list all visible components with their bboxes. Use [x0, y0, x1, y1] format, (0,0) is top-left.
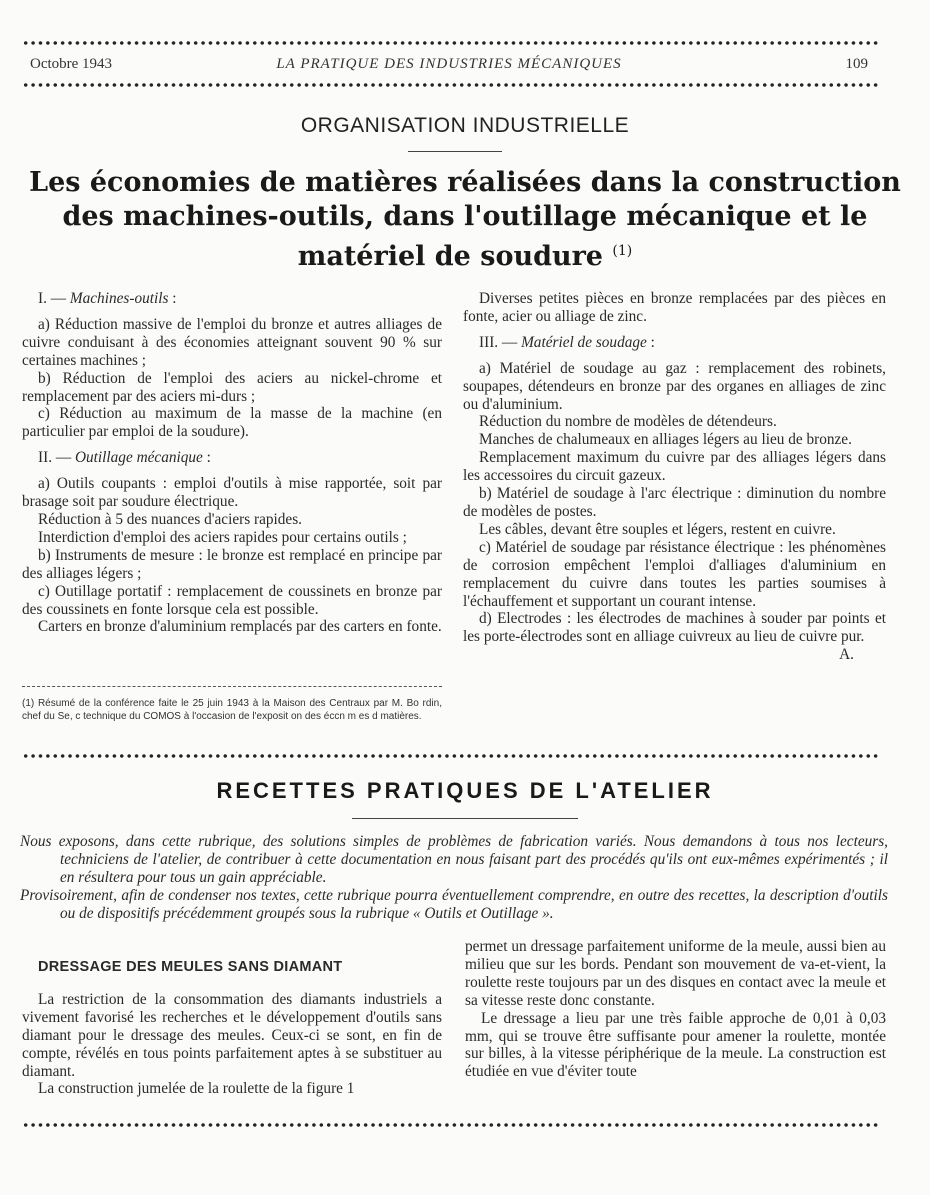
paragraph: b) Réduction de l'emploi des aciers au nickel-chrome et remplacement par des aciers mi-durs ;	[22, 369, 442, 405]
bottom-dotted-rule	[22, 1122, 880, 1128]
intro-paragraph: Nous exposons, dans cette rubrique, des solutions simples de problèmes de fabrication variés. Nous demandons à tous nos lecteurs, techniciens de l'atelier, de contribuer à cette documentation en nous faisant part des procédés qu'ils ont eux-mêmes expérimentés ; il en résultera pour tous un gain appréciable.	[20, 833, 888, 886]
paragraph: b) Instruments de mesure : le bronze est remplacé en principe par des alliages légers ;	[22, 546, 442, 582]
signature: A.	[839, 646, 854, 664]
recettes-title-underline	[352, 818, 578, 819]
paragraph: Remplacement maximum du cuivre par des alliages légers dans les accessoires du circuit gazeux.	[463, 449, 886, 485]
paragraph: permet un dressage parfaitement uniforme de la meule, aussi bien au milieu que sur les bords. Pendant son mouvement de va-et-vient, la roulette reste toujours par un des disques en contact avec la meule et sa vitesse reste donc constante.	[465, 938, 886, 1009]
section-title: ORGANISATION INDUSTRIELLE	[300, 114, 630, 137]
article-title-note-ref: (1)	[612, 243, 633, 259]
footnote-text: (1) Résumé de la conférence faite le 25 juin 1943 à la Maison des Centraux par M. Bo rdin, chef du Se, c technique du COMOS à l'occasion de l'exposit on des éccn m es d matières.	[22, 698, 442, 722]
section-label: Machines-outils	[69, 290, 169, 307]
paragraph: c) Matériel de soudage par résistance électrique : les phénomènes de corrosion empêchent l'emploi d'alliages d'aluminium en remplacement du cuivre dans toutes les parties soumises à l'échauffement et supportant un courant intense.	[463, 538, 886, 610]
paragraph: Le dressage a lieu par une très faible approche de 0,01 à 0,03 mm, qui se trouve être suffisante pour amener la roulette, montée sur billes, à la vitesse périphérique de la meule. La construction est étudiée en vue d'éviter toute	[465, 1009, 886, 1081]
section-label: Matériel de soudage	[521, 333, 647, 351]
recettes-intro	[20, 833, 888, 923]
paragraph: c) Outillage portatif : remplacement de coussinets en bronze par des coussinets en fonte lorsque cela est possible.	[22, 582, 442, 618]
title-underline	[408, 151, 502, 152]
section-number: III. —	[479, 333, 518, 351]
running-header	[30, 56, 868, 78]
paragraph: Réduction à 5 des nuances d'aciers rapides.	[38, 510, 302, 528]
paragraph: Les câbles, devant être souples et légers, restent en cuivre.	[479, 520, 836, 538]
section-colon: :	[202, 449, 211, 467]
section-colon: :	[646, 333, 655, 351]
footnote	[22, 697, 442, 723]
recettes-right-column	[465, 938, 886, 1081]
section-heading-2	[22, 449, 442, 467]
paragraph: Manches de chalumeaux en alliages légers au lieu de bronze.	[479, 431, 852, 449]
issue-date: Octobre 1943	[30, 56, 113, 72]
section-heading-1	[22, 290, 442, 308]
paragraph: Interdiction d'emploi des aciers rapides pour certains outils ;	[38, 528, 407, 546]
paragraph: Réduction du nombre de modèles de détendeurs.	[479, 413, 777, 431]
paragraph: Carters en bronze d'aluminium remplacés par des carters en fonte.	[38, 618, 442, 636]
paragraph-text: d) Electrodes : les électrodes de machines à souder par points et les porte-électrodes sont en alliage cuivreux au lieu de cuivre pur.	[463, 610, 886, 646]
section-separator-dotted-rule	[22, 753, 880, 759]
top-dotted-rule	[22, 40, 880, 46]
page-number: 109	[845, 56, 868, 72]
paragraph: La construction jumelée de la roulette de la figure 1	[38, 1080, 355, 1098]
article-right-column	[463, 290, 886, 664]
paragraph	[463, 610, 886, 664]
intro-paragraph: Provisoirement, afin de condenser nos textes, cette rubrique pourra éventuellement comprendre, en outre des recettes, la description d'outils ou de dispositifs précédemment groupés sous la rubrique « Outils et Outillage ».	[20, 886, 888, 922]
recettes-left-column	[22, 959, 442, 1098]
section-heading-3	[463, 334, 886, 352]
header-dotted-rule	[22, 82, 880, 88]
paragraph: La restriction de la consommation des diamants industriels a vivement favorisé les recherches et le développement d'outils sans diamant pour le dressage des meules. Ceux-ci se sont, en fin de compte, révélés en tous points parfaitement aptes à se substituer au diamant.	[22, 990, 442, 1080]
article-left-column	[22, 290, 442, 636]
paragraph: c) Réduction au maximum de la masse de la machine (en particulier par emploi de la soudure).	[22, 405, 442, 441]
section-colon: :	[168, 290, 177, 307]
article-title	[10, 166, 920, 274]
paragraph: b) Matériel de soudage à l'arc électrique : diminution du nombre de modèles de postes.	[463, 485, 886, 520]
footnote-rule	[22, 686, 442, 687]
paragraph: a) Réduction massive de l'emploi du bronze et autres alliages de cuivre conduisant à des économies atteignant souvent 90 % sur certaines machines ;	[22, 315, 442, 369]
recettes-title: RECETTES PRATIQUES DE L'ATELIER	[216, 778, 714, 803]
section-label: Outillage mécanique	[74, 449, 203, 467]
paragraph: a) Outils coupants : emploi d'outils à mise rapportée, soit par brasage soit par soudure électrique.	[22, 475, 442, 511]
journal-title: LA PRATIQUE DES INDUSTRIES MÉCANIQUES	[276, 56, 622, 72]
section-number: II. —	[38, 449, 72, 467]
article-title-text: Les économies de matières réalisées dans la construction des machines-outils, dans l'outillage mécanique et le matériel de soudure	[29, 167, 901, 272]
paragraph: a) Matériel de soudage au gaz : remplacement des robinets, soupapes, détendeurs en bronze par des organes en alliages de zinc ou d'aluminium.	[463, 359, 886, 413]
recipe-heading: DRESSAGE DES MEULES SANS DIAMANT	[38, 959, 343, 975]
section-number: I. —	[38, 290, 67, 307]
paragraph: Diverses petites pièces en bronze remplacées par des pièces en fonte, acier ou alliage de zinc.	[463, 290, 886, 325]
